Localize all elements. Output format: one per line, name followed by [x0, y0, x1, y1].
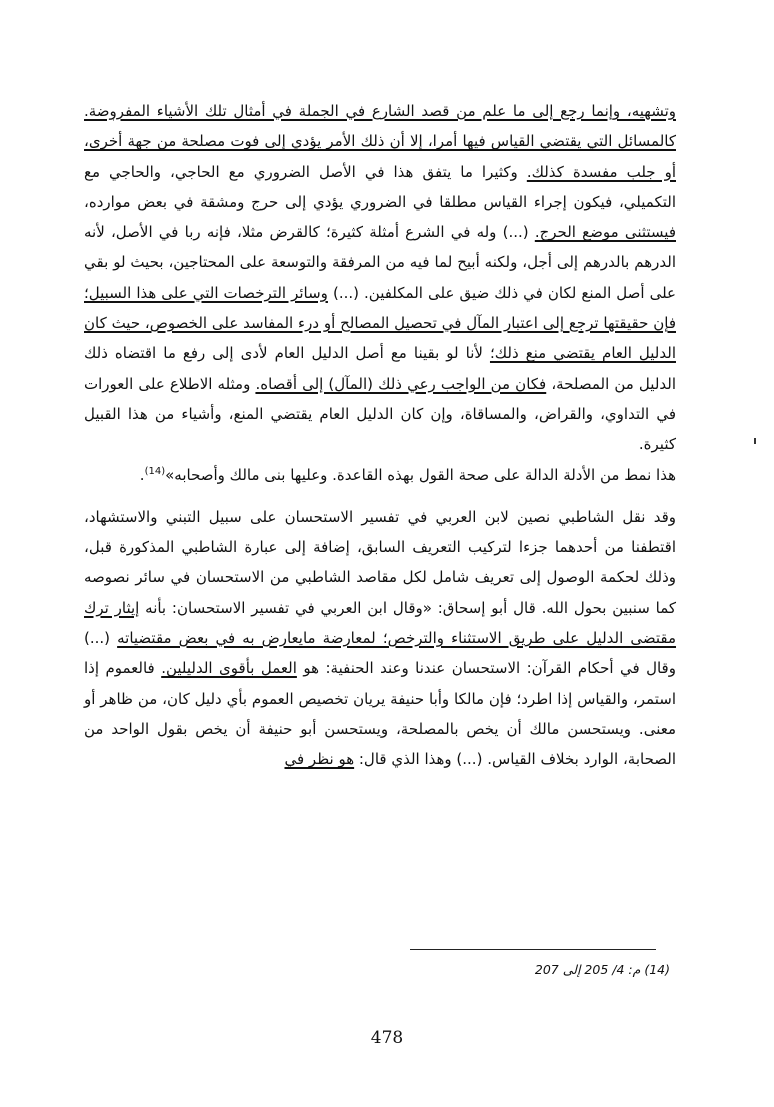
underlined-text: وتشهيه، وإنما رجع إلى ما علم من قصد الشارع في الجملة في أمثال تلك الأشياء المفروضة. كالمسائل التي يقتضي القياس فيها أمرا، إلا أن ذلك الأمر يؤدي إلى فوت مصلحة من جهة أخرى، أو جلب مفسدة كذلك.: [84, 102, 676, 181]
underlined-text: هو نظر في: [284, 750, 355, 769]
text-segment: وقد نقل الشاطبي نصين لابن العربي في تفسير الاستحسان على سبيل التبني والاستشهاد، اقتطفنا من أحدهما جزءا لتركيب التعريف السابق، إضافة إلى عبارة الشاطبي المذكورة قبل، وذلك لحكمة الوصول إلى تعريف شامل لكل مقاصد الشاطبي من الاستحسان في سائر نصوصه كما سنبين بحول الله. قال أبو إسحاق: «وقال ابن العربي في تفسير الاستحسان: بأنه: [84, 507, 677, 617]
text-segment: (...) وله في الشرع أمثلة كثيرة؛ كالقرض مثلا، فإنه ربا في الأصل، لأنه الدرهم بالدرهم إلى أجل، ولكنه أبيح لما فيه من المرفقة والتوسعة على المحتاجين، بحيث لو بقي على أصل المنع لكان في ذلك ضيق على المكلفين. (...): [84, 223, 676, 302]
paragraph: [84, 96, 676, 460]
text-segment: وكثيرا ما يتفق هذا في الأصل الضروري مع الحاجي، والحاجي مع التكميلي، فيكون إجراء القياس مطلقا في الضروري يؤدي إلى حرج ومشقة في بعض موارده،: [84, 162, 676, 211]
footnote: (14) م: 4/ 205 إلى 207: [534, 962, 670, 977]
text-segment: .: [139, 465, 145, 484]
text-segment: ومثله الاطلاع على العورات في التداوي، والقراض، والمساقاة، وإن كان الدليل العام يقتضي المنع، وأشياء من هذا القبيل كثيرة.: [84, 374, 676, 454]
underlined-text: فكان من الواجب رعي ذلك (المآل) إلى أقصاه.: [255, 374, 547, 393]
underlined-text: وسائر الترخصات التي على هذا السبيل؛ فإن حقيقتها ترجع إلى اعتبار المآل في تحصيل المصالح أو درء المفاسد على الخصوص، حيث كان الدليل العام يقتضي منع ذلك؛: [84, 283, 676, 363]
page-number: 478: [370, 1028, 404, 1048]
paragraph: [84, 460, 676, 490]
body-text: [84, 96, 676, 775]
text-segment: (...) وقال في أحكام القرآن: الاستحسان عندنا وعند الحنفية: هو: [84, 629, 676, 678]
paragraph: [84, 502, 676, 775]
underlined-text: العمل بأقوى الدليلين.: [161, 659, 297, 678]
text-segment: فالعموم إذا استمر، والقياس إذا اطرد؛ فإن مالكا وأبا حنيفة يريان تخصيص العموم بأي دليل كان، من ظاهر أو معنى. ويستحسن مالك أن يخص بالمصلحة، ويستحسن أبو حنيفة أن يخص بقول الواحد من الصحابة، الوارد بخلاف القياس. (...) وهذا الذي قال:: [84, 659, 676, 769]
footnote-separator: [410, 949, 656, 950]
text-segment: هذا نمط من الأدلة الدالة على صحة القول بهذه القاعدة. وعليها بنى مالك وأصحابه»: [165, 465, 676, 484]
margin-mark: [754, 438, 756, 444]
underlined-text: فيستثنى موضع الحرج.: [534, 223, 676, 242]
underlined-text: إيثار ترك مقتضى الدليل على طريق الاستثناء والترخص؛ لمعارضة مايعارض به في بعض مقتضياته: [84, 598, 677, 648]
text-segment: لأنا لو بقينا مع أصل الدليل العام لأدى إلى رفع ما اقتضاه ذلك الدليل من المصلحة،: [84, 344, 676, 393]
footnote-ref: (14): [144, 465, 166, 477]
